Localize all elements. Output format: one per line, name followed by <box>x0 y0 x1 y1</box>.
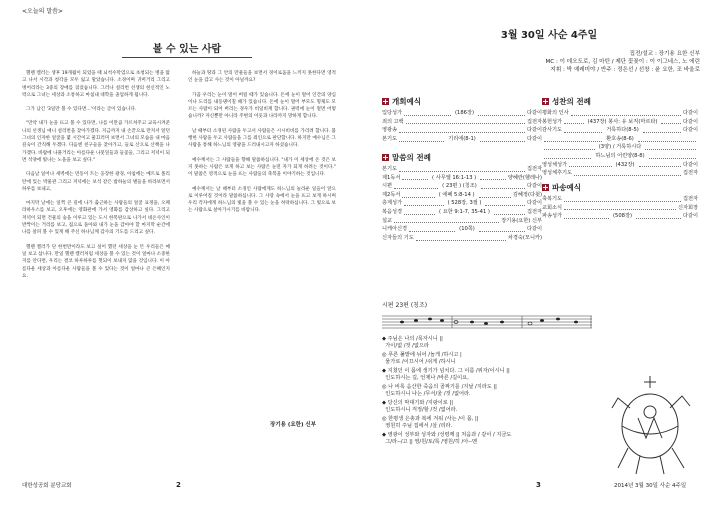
liturgy-row <box>542 109 698 118</box>
dot-leader <box>406 119 525 124</box>
liturgy-detail: (437장) 봉사: 유 보직(마르타) <box>587 118 658 125</box>
sermon-paragraph: 예수께서는 날 때부터 소경인 사람에게도 하느님의 놀라운 일들이 앞으로 이루어질 것이라 말씀하십니다. 그 사랑 속에서 눈을 뜨고 보게 하시며 우리 각자에게 하느님의 빛을 볼 수 있는 눈을 허락하십니다. 그 빛으로 보는 사람으로 살아가시기를 바랍니다. <box>188 186 336 214</box>
cross-icon <box>542 98 549 105</box>
liturgy-row <box>382 109 542 118</box>
liturgy-label: 봉헌성가 <box>542 118 563 125</box>
hymn-line: 인도하시니 걱정/할 /것 /없어라. <box>382 407 458 413</box>
liturgy-leader: 차경숙(모니카) <box>507 234 542 241</box>
dot-leader <box>564 214 609 219</box>
section-heading <box>542 96 698 107</box>
liturgy-row <box>382 135 542 144</box>
liturgy-leader: 다같이 <box>526 183 543 190</box>
liturgy-row <box>542 195 698 204</box>
liturgy-leader: 다같이 <box>682 213 698 220</box>
hymn-verse <box>382 416 612 430</box>
dot-leader <box>569 162 611 167</box>
liturgy-leader: 집전자 <box>526 118 542 125</box>
liturgy-label: 층계성가 <box>382 200 403 207</box>
liturgy-row <box>382 126 542 135</box>
liturgy-row <box>542 126 698 135</box>
liturgy-row <box>382 199 542 208</box>
right-page-number: 3 <box>536 481 541 489</box>
credit-line: MC : 이 데오도로, 김 마틴 / 제단 꽃꽂이 : 이 이그네스, 노 에린 <box>545 59 700 65</box>
liturgy-row <box>382 225 542 234</box>
hymn-line: ◆ 영광이 성부와 성자와 /성령께 || 처음과 / 같이 / 지금도 <box>382 432 512 438</box>
liturgy-row <box>542 143 698 152</box>
credit-line: 지휘 : 박 예레미야 / 반주 : 정은선 / 선창 : 윤 요한, 조 바울로 <box>550 67 700 73</box>
hymn-line: 그/라--/고 || 영/원/토/록 /영원/히 /아--멘 <box>382 439 477 445</box>
liturgy-label: 니케아신경 <box>382 226 408 233</box>
dot-leader <box>564 128 602 133</box>
dot-leader <box>639 162 681 167</box>
dot-leader <box>402 175 428 180</box>
sermon-signature: 장기용 (요한) 신부 <box>270 422 317 428</box>
liturgy-leader: 다같이 <box>526 127 542 134</box>
liturgy-label: 제1독서 <box>382 174 401 181</box>
liturgy-label: 영성체후기도 <box>542 170 573 177</box>
dot-leader <box>661 119 681 124</box>
section-heading-text: 파송예식 <box>552 183 581 192</box>
left-footer: 대한성공회 분당교회 <box>22 483 72 489</box>
liturgy-leader: 다같이 <box>682 110 698 116</box>
liturgy-label: 죄의 고백 <box>382 118 404 125</box>
liturgy-row <box>382 165 542 174</box>
liturgy-label: 복음성경 <box>382 208 403 215</box>
hymn-line: 인도하시니 나는 /무서/울 /것 /없어라. <box>382 391 471 397</box>
section-heading <box>382 96 542 107</box>
liturgy-label: 영광송 <box>382 127 398 134</box>
dot-leader <box>478 111 525 116</box>
dot-leader <box>571 111 681 116</box>
liturgy-row <box>542 118 698 127</box>
hymn-verse <box>382 400 612 414</box>
liturgy-leader: 다같이 <box>682 161 699 168</box>
sermon-paragraph: 헬렌 켈러가 단 한번만이라도 보고 싶어 했던 세상을 눈 뜬 우리들은 매일 보고 삽니다. 만일 헬렌 켈러처럼 세상을 볼 수 있는 것이 얼마나 소중한지를 안다면, 우리는 결코 하루하루를 헛되이 보내지 않을 것입니다. 이 아름다운 세상과 아름다운 사람들을 볼 수 있다는 것이 얼마나 큰 은혜인지요. <box>22 244 170 279</box>
hymn-line: ◎ 한평생 은총과 복에 겨워 /사는 /이 몸, || <box>382 416 479 422</box>
liturgy-leader: 김혜정(다윗) <box>512 191 543 198</box>
hymn-line: 영원히 주님 집에서 /살 /리라. <box>382 423 453 429</box>
liturgy-leader: 다같이 <box>526 200 542 207</box>
liturgy-row <box>382 234 542 243</box>
hymn-line: ◆ 지쳤던 이 몸에 생기가 넘치다. 그 이름 /위자/이시니 || <box>382 368 510 374</box>
liturgy-row <box>382 208 542 217</box>
liturgy-label: 본기도 <box>382 135 398 142</box>
dot-leader <box>636 214 681 219</box>
liturgy-leader: 집전자 <box>526 166 542 172</box>
liturgy-label: 감사기도 <box>542 127 563 134</box>
sermon-column-b <box>188 70 336 222</box>
dot-leader <box>409 227 455 232</box>
hymn-verse <box>382 336 612 350</box>
liturgy-label: 축복기도 <box>542 196 563 202</box>
liturgy-detail: (10쪽) <box>459 226 475 233</box>
liturgy-leader: 집전자 <box>682 170 698 177</box>
dot-leader <box>494 210 525 215</box>
left-page-number: 2 <box>176 481 181 489</box>
liturgy-leader: 장기용(요한) 신부 <box>501 217 542 224</box>
sermon-paragraph: 가끔 우리는 눈이 멀어 버릴 때가 있습니다. 돈에 눈이 멀어 인간의 양심이나 도리를 내동댕이칠 때가 있습니다. 돈에 눈이 멀어 부모도 형제도 모르는 사람이 되어 버리는 경우가 비일비재 합니다. 권력에 눈이 멀면 어떻습니까? 자신뿐만 아니라 주변의 이웃과 나라까지 망하게 합니다. <box>188 92 336 120</box>
liturgy-label: 영성체성가 <box>542 161 568 168</box>
right-footer: 2014년 3월 30일 사순 4주일 <box>614 483 687 489</box>
liturgy-leader: 집전자 <box>526 208 543 215</box>
liturgy-row <box>382 182 542 191</box>
liturgy-detail: 환호송(8-6) <box>606 135 634 142</box>
hymn-line: 물가로 /이끄시어 /쉬게 /하시니 <box>382 359 456 365</box>
sermon-paragraph: "만약 내가 눈을 뜨고 볼 수 있다면, 나를 이만큼 가르쳐주고 교육시켜준 나의 선생님 애니 설리번을 찾아가겠다. 지금까지 내 손끝으로 만져서 알던 그녀의 인자한 얼굴을 몇 시간이고 물끄러미 보면서 그녀의 모습을 내 마음 깊숙이 간직해 두겠다. 다음엔 친구들을 찾아가고, 들로 산으로 산책을 나가겠다. 바람에 나풀거리는 아름다운 나뭇잎들과 들꽃들, 그리고 저녁이 되면 석양에 빛나는 노을을 보고 싶다." <box>22 121 170 163</box>
liturgy-row <box>542 152 698 161</box>
dot-leader <box>544 145 595 150</box>
right-page <box>360 0 720 508</box>
liturgy-label: 평화의 인사 <box>542 110 569 116</box>
dot-leader <box>564 197 681 202</box>
cross-icon <box>382 98 389 105</box>
dot-leader <box>479 193 511 198</box>
sermon-paragraph: 헬렌 켈러는 생후 19개월이 되었을 때 뇌척수막염으로 초청되는 병을 앓고 나서 시각과 청각을 모두 잃고 말았습니다. 소경이며 귀머거리 그리고 벙어리라는 3중의 장애를 겪었습니다. 그러나 설리번 선생의 헌신적인 노력으로 그녀는 세상과 소통하고 마침내 대학을 졸업하게 됩니다. <box>22 71 170 98</box>
credit-line: 집전/설교 : 장기용 요한 신부 <box>629 51 700 57</box>
liturgy-leader: 양혜란(헬레나) <box>507 174 542 181</box>
dot-leader <box>402 193 434 198</box>
section-opening <box>382 96 542 143</box>
liturgy-leader: 다같이 <box>526 135 542 142</box>
liturgy-detail: ( 요한 9:1-7, 35-41 ) <box>439 208 490 215</box>
liturgy-detail: 거룩하다(8-5) <box>606 127 639 134</box>
liturgy-detail: (3양) / 거룩하시다 <box>598 144 642 151</box>
liturgy-detail: ( 528장, 3절 ) <box>447 200 482 207</box>
sermon-paragraph: 마지막 날에는 일찍 큰 길에 나가 출근하는 사람들의 얼굴 표정을, 오페라하우스를 보고, 오후에는 영화관에 가서 영화를 감상하고 싶다. 그리고 저녁이 되면 건물의 숲을 이루고 있는 도시 한복판으로 나가서 네온사인이 반짝이는 거리를 보고, 집으로 돌아와 내가 눈을 감아야 할 마지막 순간에 나를 살펴 볼 수 있게 해 주신 하나님께 감사의 기도를 드리고 싶다. <box>22 201 170 236</box>
liturgy-row <box>382 174 542 183</box>
decorative-illustration <box>600 368 700 478</box>
dot-leader <box>544 137 602 142</box>
dot-leader <box>544 154 591 159</box>
liturgy-label: 설교 <box>382 217 393 224</box>
psalm-hymn <box>382 300 612 448</box>
hymn-verses <box>382 336 612 446</box>
sermon-paragraph: 날 때부터 소경된 사람을 두고서 사람들은 시시비비를 가리려 합니다. 불행한 사람을 두고 사람들을 그를 죄인으로 판단합니다. 하지만 예수님은 그 사람을 통해 하느님의 영광을 드러내시고자 하셨습니다. <box>188 128 336 149</box>
dot-leader <box>480 175 506 180</box>
liturgy-row <box>542 212 698 221</box>
hymn-verse <box>382 368 612 382</box>
hymn-line: ◎ 푸른 풀밭에 뉘어 /놀게 /하시고 | <box>382 352 462 358</box>
dot-leader <box>649 154 696 159</box>
liturgy-leader: 다같이 <box>682 127 699 134</box>
liturgy-row <box>542 169 698 178</box>
section-dismissal <box>542 182 698 221</box>
dot-leader <box>404 111 451 116</box>
sermon-paragraph: 다음날 일어나 새벽에는 먼동이 트는 웅장한 광경, 아침에는 메트로 폴리탄에 있는 박물관 그리고 저녁에는 보석 같은 밤하늘의 별들을 바라보면서 하루를 보내고, <box>22 172 170 192</box>
liturgy-detail: ( 사무엘 16:1-13 ) <box>432 174 477 181</box>
liturgy-label: 본기도 <box>382 166 398 172</box>
music-staff <box>382 312 612 334</box>
hymn-line: ◆ 주님은 나의 /목자시니 || <box>382 336 443 342</box>
section-heading-text: 개회예식 <box>392 97 421 106</box>
dot-leader <box>564 119 584 124</box>
liturgy-row <box>382 118 542 127</box>
dot-leader <box>399 137 444 142</box>
dot-leader <box>404 210 435 215</box>
liturgy-detail: ( 에페 5:8-14 ) <box>438 191 475 198</box>
liturgy-label: 신자들의 기도 <box>382 234 414 241</box>
liturgy-detail: (508장) <box>613 213 632 220</box>
hymn-title: 시편 23편 (칭조) <box>382 302 428 309</box>
section-word <box>382 152 542 242</box>
dot-leader <box>481 184 525 189</box>
liturgy-label: 파송성가 <box>542 213 563 220</box>
hymn-line: ◆ 당신의 막대기와 /지팡이로 || <box>382 400 453 406</box>
liturgy-label: 입당성가 <box>382 110 403 116</box>
liturgy-label: 시편 <box>382 183 393 190</box>
service-title: 3월 30일 사순 4주일 <box>500 30 598 41</box>
hymn-verse <box>382 352 612 366</box>
dot-leader <box>638 137 696 142</box>
dot-leader <box>643 128 681 133</box>
dot-leader <box>394 184 438 189</box>
liturgy-leader: 신자회장 <box>677 204 698 211</box>
dot-leader <box>564 205 676 210</box>
sermon-paragraph: 예수께서는 그 사람들을 향해 말씀하십니다. "내가 이 세상에 온 것은 보지 못하는 사람은 보게 하고 보는 사람은 눈먼 자가 되게 하려는 것이다." 이 말씀은 영적으로 눈을 뜨는 사람들의 축복을 이야기하는 것입니다. <box>188 157 336 178</box>
section-eucharist <box>542 96 698 178</box>
section-heading-text: 말씀의 전례 <box>392 153 431 162</box>
hymn-line: 인도하시는 길, 언제나 /바른 /길이요, <box>382 375 469 381</box>
section-heading <box>542 182 698 193</box>
liturgy-label: 제2독서 <box>382 191 401 198</box>
section-heading-text: 성찬의 전례 <box>552 97 591 106</box>
hymn-line: ◎ 나 비록 음산한 죽음의 골짜기를 /지날 /지라도 || <box>382 384 497 390</box>
section-heading <box>382 152 542 163</box>
dot-leader <box>574 171 681 176</box>
dot-leader <box>479 227 525 232</box>
dot-leader <box>480 137 525 142</box>
liturgy-detail: 하느님의 어린양(8-8) <box>595 152 645 159</box>
cross-icon <box>382 154 389 161</box>
section-tag: <오늘의 말씀> <box>22 8 63 15</box>
liturgy-row <box>382 217 542 226</box>
liturgy-detail: (432장) <box>615 161 635 168</box>
liturgy-leader: 다같이 <box>682 118 699 125</box>
dot-leader <box>399 128 525 133</box>
liturgy-leader: 집전자 <box>682 196 698 202</box>
sermon-column-a <box>22 70 170 287</box>
dot-leader <box>404 201 444 206</box>
hymn-verse <box>382 384 612 398</box>
sermon-paragraph: 하늘과 땅과 그 안의 만물들을 보면서 경이로움을 느끼지 못한다면 영적인 눈을 감고 사는 것이 아닐까요? <box>188 71 336 84</box>
dot-leader <box>645 145 696 150</box>
liturgy-leader: 다같이 <box>526 226 542 233</box>
liturgy-leader: 다같이 <box>526 110 542 116</box>
hymn-verse <box>382 432 612 446</box>
dot-leader <box>416 236 506 241</box>
liturgy-detail: ( 23편 ) (칭조) <box>442 183 477 190</box>
liturgy-detail: 기리에(8-1) <box>448 135 476 142</box>
sermon-paragraph: 그가 남긴 '3일만 볼 수 있다면...'이라는 글이 있습니다. <box>26 107 137 113</box>
dot-leader <box>399 167 525 172</box>
liturgy-label: 교회소식 <box>542 204 563 211</box>
sermon-title: 볼 수 있는 사람 <box>122 40 252 58</box>
liturgy-row <box>542 161 698 170</box>
liturgy-row <box>542 204 698 213</box>
dot-leader <box>485 201 525 206</box>
dot-leader <box>394 218 499 223</box>
liturgy-detail: (186장) <box>455 110 474 116</box>
cross-icon <box>542 184 549 191</box>
hymn-line: 가이/없 /것 /없으라 <box>382 343 429 349</box>
service-credits <box>400 50 700 74</box>
liturgy-row <box>542 135 698 144</box>
liturgy-row <box>382 191 542 200</box>
